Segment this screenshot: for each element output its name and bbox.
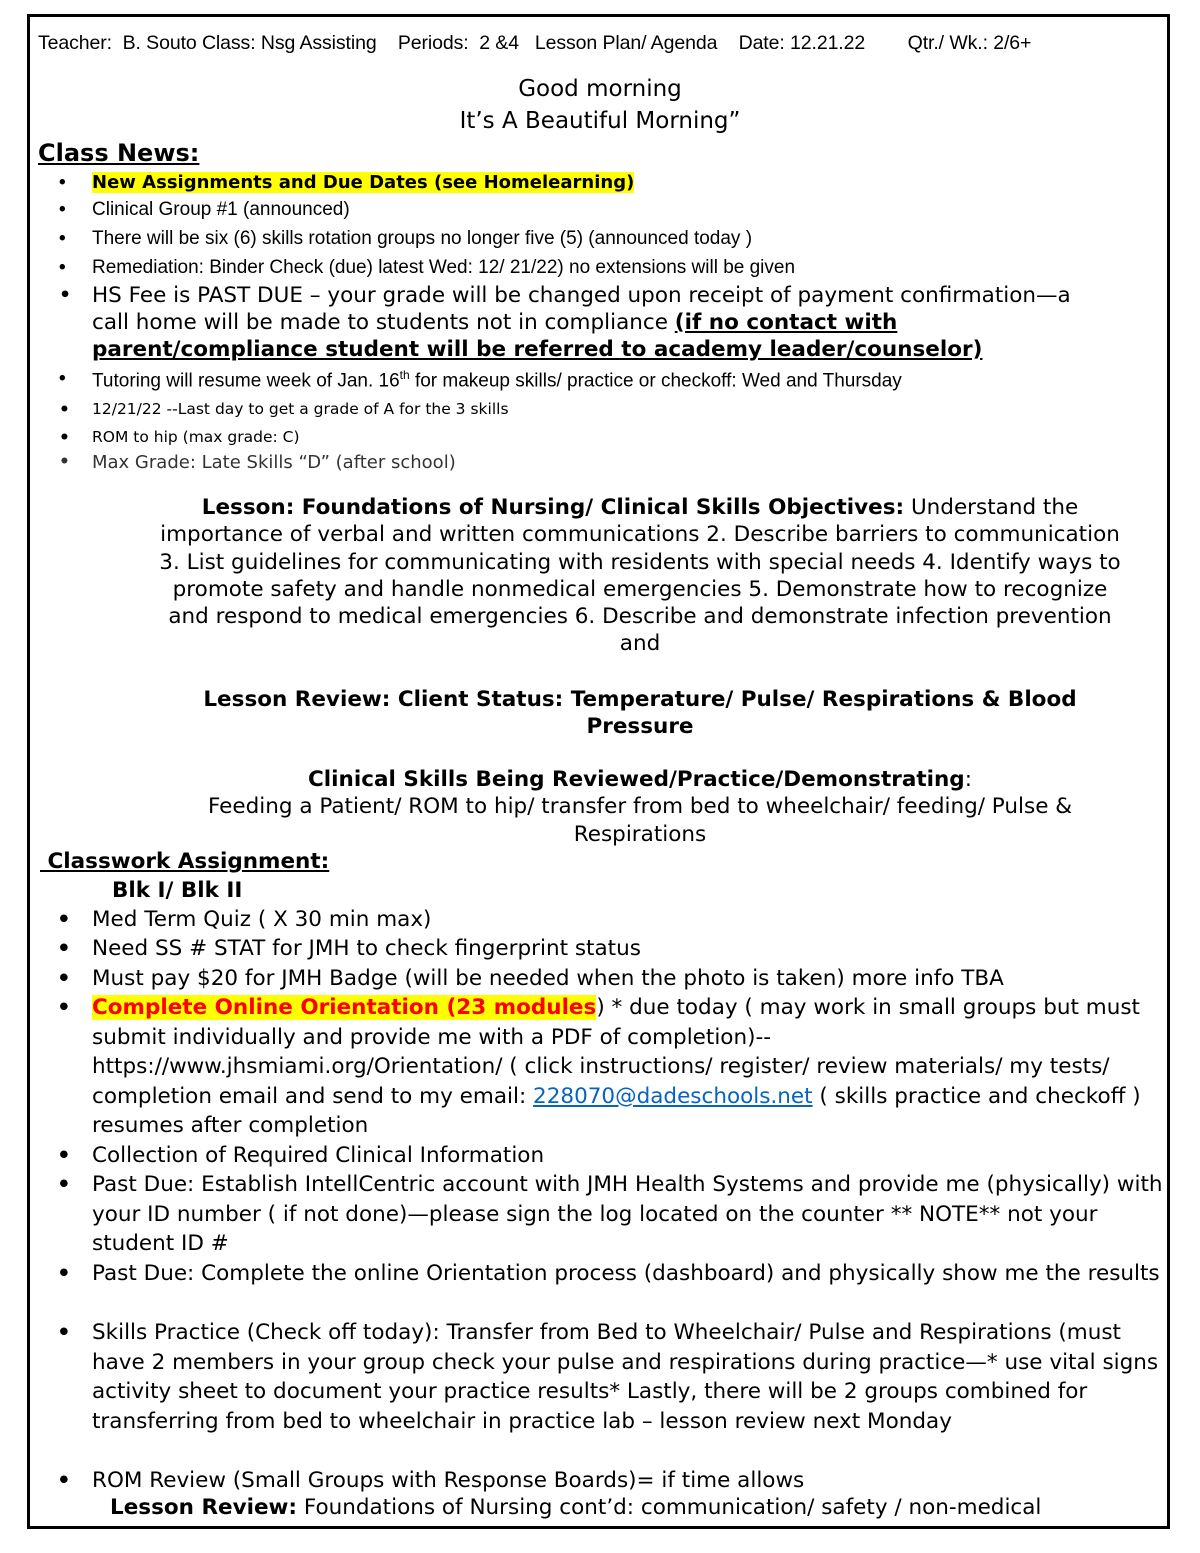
bullet-icon: • [57,1143,71,1168]
bullet-icon: • [57,1468,71,1493]
bullet-icon: • [59,199,66,220]
news-item: • HS Fee is PAST DUE – your grade will be changed upon receipt of payment confirmation—a call home will be made to students not in compliance (if no contact with parent/compliance student will be referred to academy leader/counselor) [59,283,1071,362]
news-item: • Clinical Group #1 (announced) [59,199,350,220]
news-item: • 12/21/22 --Last day to get a grade of A for the 3 skills [59,400,509,420]
news-item: • There will be six (6) skills rotation groups no longer five (5) (announced today ) [59,228,753,249]
greeting-line-2: It’s A Beautiful Morning” [459,108,741,134]
bullet-icon: • [57,1261,71,1286]
news-item: • Max Grade: Late Skills “D” (after school) [59,452,456,473]
bullet-icon: • [59,428,70,448]
email-link[interactable]: 228070@dadeschools.net [533,1083,813,1109]
bullet-icon: • [57,1320,71,1345]
classwork-item: • Skills Practice (Check off today): Transfer from Bed to Wheelchair/ Pulse and Respirations (must have 2 members in your group check your pulse and respirations during practice—* use vital signs activity sheet to document your practice results* Lastly, there will be 2 groups combined for transferring from bed to wheelchair in practice lab – lesson review next Monday [57,1320,1159,1434]
bullet-icon: • [59,368,66,389]
classwork-item: • Collection of Required Clinical Information [92,1141,1167,1171]
lesson-review-heading: Lesson Review: Client Status: Temperature/ Pulse/ Respirations & Blood Pressure [203,687,1077,740]
bullet-icon: • [57,966,71,991]
classwork-item: • ROM Review (Small Groups with Response Boards)= if time allows [92,1466,1167,1496]
news-item: • Remediation: Binder Check (due) latest Wed: 12/ 21/22) no extensions will be given [59,257,796,278]
lesson-objectives: Lesson: Foundations of Nursing/ Clinical Skills Objectives: Understand the importance of verbal and written communications 2. Describe barriers to communication 3. List guidelines for communicating with residents with special needs 4. Identify ways to promote safety and handle nonmedical emergencies 5. Demonstrate how to recognize and respond to medical emergencies 6. Describe and demonstrate infection prevention and [159,495,1121,657]
bullet-icon: • [59,284,72,306]
classwork-item: • Med Term Quiz ( X 30 min max) [92,905,1167,935]
news-item: • ROM to hip (max grade: C) [59,428,300,448]
classwork-item: • Past Due: Complete the online Orientation process (dashboard) and physically show me the results [92,1259,1167,1289]
classwork-item: • Complete Online Orientation (23 modules) * due today ( may work in small groups but must submit individually and provide me with a PDF of completion)-- https://www.jhsmiami.org/Orientation/ ( click instructions/ register/ review materials/ my tests/ completion email and send to my email: 228070@dadeschools.net ( skills practice and checkoff ) resumes after completion [57,995,1141,1139]
bullet-icon: • [57,995,71,1020]
classwork-item: • Must pay $20 for JMH Badge (will be needed when the photo is taken) more info TBA [92,964,1167,994]
bullet-icon: • [59,452,70,472]
bullet-icon: • [57,936,71,961]
greeting-line-1: Good morning [518,76,682,102]
bullet-icon: • [57,907,71,932]
classwork-item: • Past Due: Establish IntellCentric account with JMH Health Systems and provide me (physically) with your ID number ( if not done)—please sign the log located on the counter ** NOTE** not your student ID # [57,1172,1163,1257]
bullet-icon: • [57,1172,71,1197]
classwork-block: Blk I/ Blk II [112,878,243,903]
bullet-icon: • [59,400,70,420]
news-item: • Tutoring will resume week of Jan. 16th for makeup skills/ practice or checkoff: Wed and Thursday [59,368,902,392]
bullet-icon: • [59,257,66,278]
news-item: • New Assignments and Due Dates (see Homelearning) [59,172,635,193]
class-news-title: Class News: [38,139,200,167]
clinical-skills: Clinical Skills Being Reviewed/Practice/Demonstrating: Feeding a Patient/ ROM to hip/ transfer from bed to wheelchair/ feeding/ Pulse & Respirations [207,767,1073,847]
header-line: Teacher: B. Souto Class: Nsg Assisting Periods: 2 &4 Lesson Plan/ Agenda Date: 12.21.22 Qtr./ Wk.: 2/6+ [38,32,1032,54]
lesson-review-footer: Lesson Review: Foundations of Nursing cont’d: communication/ safety / non-medical [110,1495,1042,1520]
classwork-item: • Need SS # STAT for JMH to check fingerprint status [92,934,1167,964]
bullet-icon: • [59,172,66,193]
bullet-icon: • [59,228,66,249]
classwork-title: Classwork Assignment: [40,849,330,874]
